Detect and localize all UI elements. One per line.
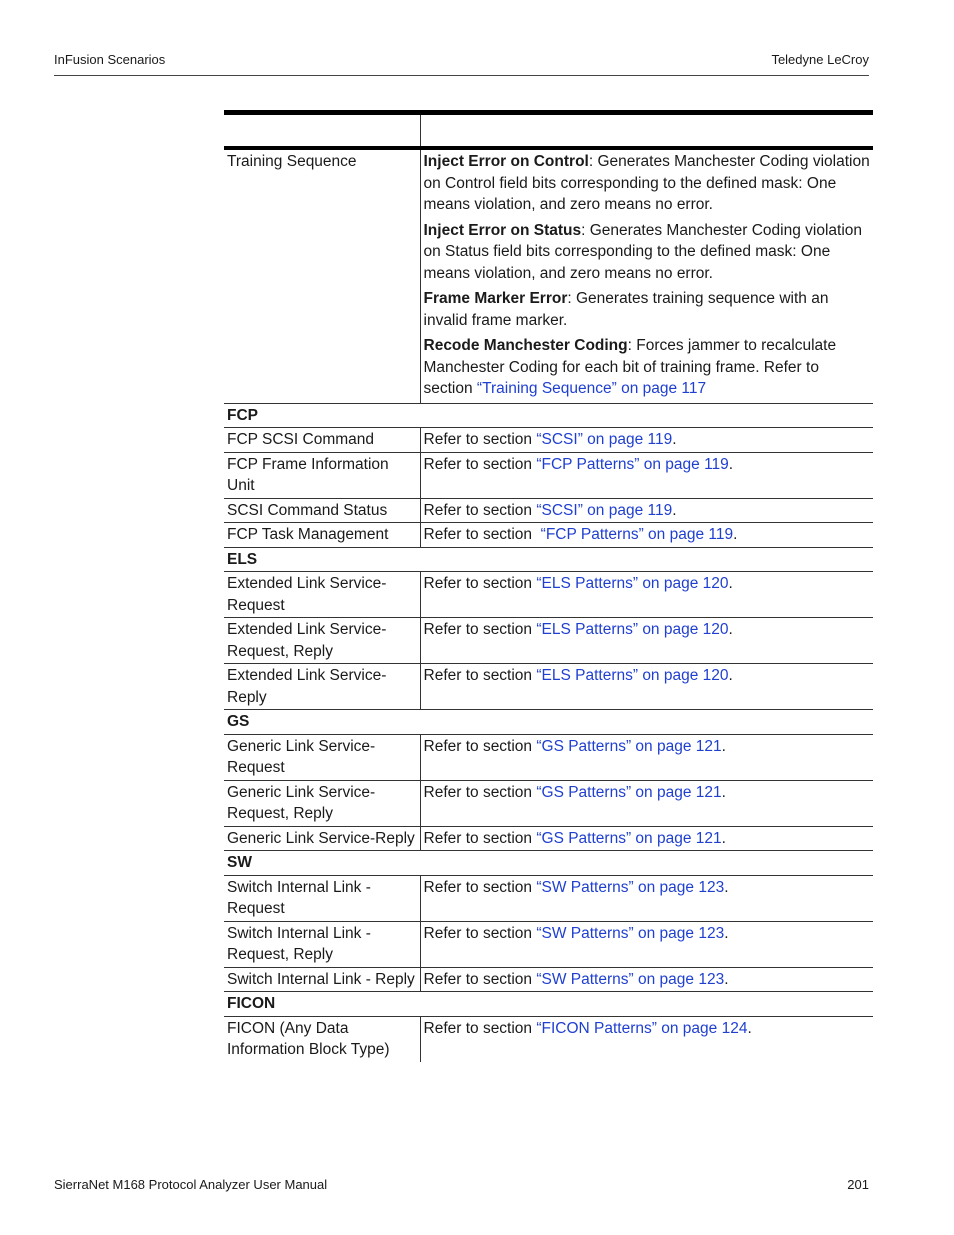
table-row: [224, 664, 873, 710]
cross-reference-link[interactable]: “FCP Patterns” on page 119: [540, 526, 734, 543]
reference-suffix: .: [721, 829, 726, 847]
reference-prefix: Refer to section: [423, 431, 537, 448]
cross-reference-link[interactable]: “GS Patterns” on page 121: [536, 737, 722, 755]
reference-prefix: Refer to section: [423, 783, 537, 801]
row-description: [420, 572, 873, 618]
reference-suffix: .: [724, 878, 729, 896]
reference-prefix: Refer to section: [423, 924, 537, 942]
pattern-table: [224, 110, 873, 1062]
row-description: [420, 664, 873, 710]
footer-manual-title: SierraNet M168 Protocol Analyzer User Manual: [54, 1177, 328, 1192]
row-description: [420, 780, 873, 826]
row-label: Generic Link Service-Request, Reply: [224, 780, 420, 826]
reference-prefix: Refer to section: [423, 526, 541, 543]
row-label: FCP SCSI Command: [224, 428, 420, 453]
cross-reference-link[interactable]: “ELS Patterns” on page 120: [536, 667, 729, 684]
term: Inject Error on Status: [423, 221, 582, 239]
row-description: [420, 875, 873, 921]
row-description: [420, 967, 873, 992]
term-text: : Generates training sequence with an invalid frame marker.: [423, 290, 829, 329]
description-paragraph: [424, 151, 871, 216]
reference-suffix: .: [724, 970, 729, 988]
reference-prefix: Refer to section: [423, 829, 537, 847]
table-row-training-sequence: [224, 148, 873, 403]
cross-reference-link[interactable]: “FICON Patterns” on page 124: [536, 1019, 748, 1037]
table-row: [224, 1016, 873, 1062]
table-row: [224, 967, 873, 992]
running-header-title: InFusion Scenarios: [54, 52, 166, 67]
page-number: 201: [847, 1177, 869, 1192]
reference-suffix: .: [728, 455, 734, 473]
row-description: [420, 734, 873, 780]
row-description: [420, 1016, 873, 1062]
term-text: : Forces jammer to recalculate Manchester Coding for each bit of training frame. Refer to section: [423, 337, 837, 397]
section-title: FCP: [224, 403, 873, 428]
running-header-company: Teledyne LeCroy: [771, 52, 869, 67]
row-description: [420, 452, 873, 498]
section-title: GS: [224, 710, 873, 735]
section-header-row: [224, 547, 873, 572]
reference-prefix: Refer to section: [423, 667, 537, 684]
section-header-row: [224, 851, 873, 876]
cross-reference-link[interactable]: “SW Patterns” on page 123: [536, 970, 725, 988]
row-label: SCSI Command Status: [224, 498, 420, 523]
reference-suffix: .: [728, 667, 733, 684]
reference-suffix: .: [721, 737, 726, 755]
row-description: [420, 428, 873, 453]
table-row: [224, 572, 873, 618]
table-header-cell: [420, 113, 873, 149]
section-header-row: [224, 992, 873, 1017]
cross-reference-link[interactable]: “SCSI” on page 119: [536, 501, 673, 519]
reference-prefix: Refer to section: [423, 501, 537, 519]
cross-reference-link[interactable]: “ELS Patterns” on page 120: [536, 621, 729, 638]
term-text: : Generates Manchester Coding violation on Status field bits corresponding to the defined mask: One means violation, and zero means no error.: [423, 221, 863, 282]
reference-suffix: .: [672, 431, 677, 448]
reference-prefix: Refer to section: [423, 1019, 537, 1037]
row-label: Switch Internal Link - Reply: [224, 967, 420, 992]
cross-reference-link[interactable]: “FCP Patterns” on page 119: [536, 455, 729, 473]
table-row: [224, 523, 873, 548]
reference-prefix: Refer to section: [423, 878, 537, 896]
row-description: [420, 148, 873, 403]
header-rule: [54, 75, 869, 76]
cross-reference-link[interactable]: “SCSI” on page 119: [536, 431, 673, 448]
table-row: [224, 734, 873, 780]
reference-prefix: Refer to section: [423, 737, 537, 755]
reference-suffix: .: [721, 783, 726, 801]
term: Frame Marker Error: [423, 290, 568, 307]
row-description: [420, 826, 873, 851]
row-label: Generic Link Service-Reply: [224, 826, 420, 851]
term: Recode Manchester Coding: [423, 337, 628, 354]
description-paragraph: [424, 335, 871, 400]
row-label: FCP Frame Information Unit: [224, 452, 420, 498]
row-label: Extended Link Service-Reply: [224, 664, 420, 710]
cross-reference-link[interactable]: “GS Patterns” on page 121: [536, 783, 722, 801]
table-row: [224, 875, 873, 921]
reference-suffix: .: [672, 501, 677, 519]
cross-reference-link[interactable]: “ELS Patterns” on page 120: [536, 575, 729, 592]
reference-suffix: .: [724, 924, 729, 942]
row-label: FICON (Any Data Information Block Type): [224, 1016, 420, 1062]
term: Inject Error on Control: [423, 153, 589, 170]
table-row: [224, 921, 873, 967]
row-description: [420, 498, 873, 523]
section-header-row: [224, 403, 873, 428]
reference-suffix: .: [747, 1019, 752, 1037]
cross-reference-link[interactable]: “GS Patterns” on page 121: [536, 829, 722, 847]
reference-suffix: .: [728, 575, 733, 592]
reference-prefix: Refer to section: [423, 455, 537, 473]
reference-prefix: Refer to section: [423, 575, 537, 592]
reference-prefix: Refer to section: [423, 621, 537, 638]
section-header-row: [224, 710, 873, 735]
cross-reference-link[interactable]: “Training Sequence” on page 117: [476, 380, 707, 397]
row-label: Training Sequence: [224, 148, 420, 403]
table-row: [224, 452, 873, 498]
description-paragraph: [424, 288, 871, 331]
row-label: Switch Internal Link - Request: [224, 875, 420, 921]
cross-reference-link[interactable]: “SW Patterns” on page 123: [536, 878, 725, 896]
row-description: [420, 523, 873, 548]
reference-suffix: .: [728, 621, 733, 638]
table-row: [224, 826, 873, 851]
term-text: : Generates Manchester Coding violation on Control field bits corresponding to the defined mask: One means violation, and zero means no error.: [423, 153, 870, 213]
table-row: [224, 780, 873, 826]
row-description: [420, 618, 873, 664]
row-label: Switch Internal Link - Request, Reply: [224, 921, 420, 967]
table-row: [224, 428, 873, 453]
reference-suffix: .: [733, 526, 738, 543]
row-label: Extended Link Service-Request, Reply: [224, 618, 420, 664]
table-row: [224, 618, 873, 664]
section-title: ELS: [224, 547, 873, 572]
row-label: FCP Task Management: [224, 523, 420, 548]
cross-reference-link[interactable]: “SW Patterns” on page 123: [536, 924, 725, 942]
section-title: FICON: [224, 992, 873, 1017]
table-header-cell: [224, 113, 420, 149]
section-title: SW: [224, 851, 873, 876]
row-description: [420, 921, 873, 967]
table-header-row: [224, 113, 873, 149]
row-label: Extended Link Service-Request: [224, 572, 420, 618]
table-row: [224, 498, 873, 523]
description-paragraph: [424, 220, 871, 285]
row-label: Generic Link Service-Request: [224, 734, 420, 780]
reference-prefix: Refer to section: [423, 970, 537, 988]
